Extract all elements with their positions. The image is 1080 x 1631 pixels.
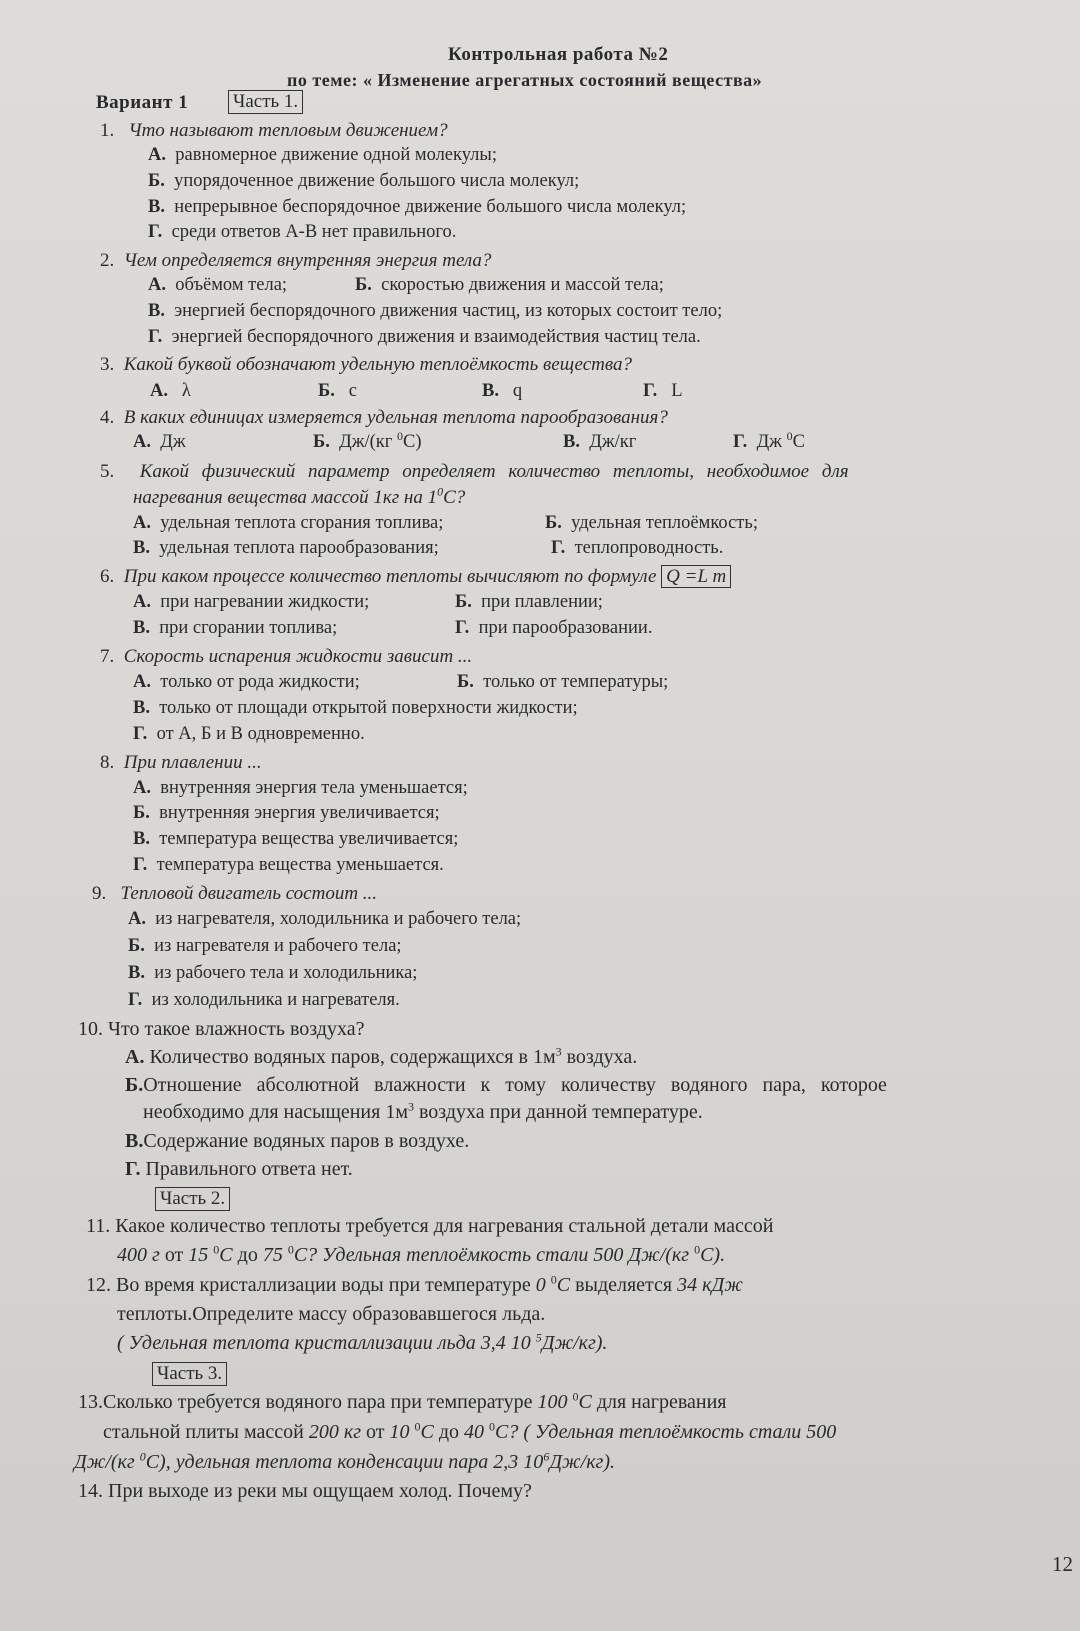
q4-option-d: Г. Дж $^0$С xyxy=(733,428,805,452)
question-5: 5. Какой физический параметр определяет количество теплоты, необходимое для xyxy=(100,461,849,482)
question-12-line3: ( Удельная теплота кристаллизации льда 3,4 10 $^5$Дж/кг). xyxy=(117,1330,608,1354)
q10-option-c: В.Содержание водяных паров в воздухе. xyxy=(125,1130,470,1152)
question-9: 9. Тепловой двигатель состоит ... xyxy=(92,883,378,904)
q8-option-c: В. температура вещества увеличивается; xyxy=(133,829,459,849)
page-number: 12 xyxy=(1052,1552,1073,1576)
q1-option-c: В. непрерывное беспорядочное движение большого числа молекул; xyxy=(148,197,687,217)
q6-option-b: Б. при плавлении; xyxy=(455,592,603,612)
question-1 xyxy=(100,120,448,142)
question-10: 10. Что такое влажность воздуха? xyxy=(78,1018,365,1040)
part3-label: Часть 3. xyxy=(152,1362,227,1386)
q9-option-d: Г. из холодильника и нагревателя. xyxy=(128,990,400,1010)
q2-option-a: А. объёмом тела; xyxy=(148,275,288,295)
q6-option-c: В. при сгорании топлива; xyxy=(133,618,338,638)
q1-option-b: Б. упорядоченное движение большого числа молекул; xyxy=(148,171,580,191)
q3-option-d: Г. L xyxy=(643,381,683,401)
q3-option-c: В. q xyxy=(482,381,523,401)
question-11: 11. Какое количество теплоты требуется для нагревания стальной детали массой xyxy=(86,1215,774,1237)
question-11-line2: 400 г от 15 $^0$С до 75 $^0$С? Удельная теплоёмкость стали 500 Дж/(кг $^0$С). xyxy=(117,1242,726,1266)
q3-option-b: Б. c xyxy=(318,381,357,401)
q9-option-a: А. из нагревателя, холодильника и рабочего тела; xyxy=(128,909,522,929)
q8-option-a: А. внутренняя энергия тела уменьшается; xyxy=(133,778,468,798)
q7-option-a: А. только от рода жидкости; xyxy=(133,672,360,692)
worksheet-subtitle: по теме: « Изменение агрегатных состояний вещества» xyxy=(287,70,763,90)
q5-option-a: А. удельная теплота сгорания топлива; xyxy=(133,513,444,533)
q4-option-a: А. Дж xyxy=(133,432,186,452)
q8-option-b: Б. внутренняя энергия увеличивается; xyxy=(133,803,440,823)
q9-option-c: В. из рабочего тела и холодильника; xyxy=(128,963,418,983)
part1-label: Часть 1. xyxy=(228,90,303,114)
q9-option-b: Б. из нагревателя и рабочего тела; xyxy=(128,936,402,956)
q10-option-b-line2: необходимо для насыщения $1м^3$ воздуха при данной температуре. xyxy=(143,1099,703,1123)
question-7: 7. Скорость испарения жидкости зависит ... xyxy=(100,646,473,667)
q1-option-a: А. равномерное движение одной молекулы; xyxy=(148,145,497,165)
q10-option-a: А. Количество водяных паров, содержащихся в $1м^3$ воздуха. xyxy=(125,1044,638,1068)
q4-option-b: Б. Дж/(кг $^0$С) xyxy=(313,428,422,452)
question-12-line2: теплоты.Определите массу образовавшегося льда. xyxy=(117,1303,546,1325)
question-12: 12. Во время кристаллизации воды при температуре 0 $^0$С выделяется 34 кДж xyxy=(86,1272,743,1296)
question-13: 13.Сколько требуется водяного пара при температуре 100 $^0$С для нагревания xyxy=(78,1389,727,1413)
q2-option-c: В. энергией беспорядочного движения частиц, из которых состоит тело; xyxy=(148,301,723,321)
question-5-line2: нагревания вещества массой 1кг на $1^0С$? xyxy=(133,484,466,508)
question-14: 14. При выходе из реки мы ощущаем холод. Почему? xyxy=(78,1480,532,1502)
q8-option-d: Г. температура вещества уменьшается. xyxy=(133,855,444,875)
q10-option-d: Г. Правильного ответа нет. xyxy=(125,1158,353,1180)
q5-option-c: В. удельная теплота парообразования; xyxy=(133,538,439,558)
question-13-line2: стальной плиты массой 200 кг от 10 $^0$С до 40 $^0$С? ( Удельная теплоёмкость стали 500 xyxy=(103,1419,837,1443)
q6-option-a: А. при нагревании жидкости; xyxy=(133,592,370,612)
question-2: 2. Чем определяется внутренняя энергия тела? xyxy=(100,250,492,271)
q7-option-b: Б. только от температуры; xyxy=(457,672,669,692)
q2-option-d: Г. энергией беспорядочного движения и взаимодействия частиц тела. xyxy=(148,327,701,347)
q6-option-d: Г. при парообразовании. xyxy=(455,618,653,638)
variant-label: Вариант 1 xyxy=(96,92,189,113)
q1-option-d: Г. среди ответов А-В нет правильного. xyxy=(148,222,457,242)
formula-box: Q =L m xyxy=(661,565,731,588)
q5-option-b: Б. удельная теплоёмкость; xyxy=(545,513,758,533)
q5-option-d: Г. теплопроводность. xyxy=(551,538,724,558)
q2-option-b: Б. скоростью движения и массой тела; xyxy=(355,275,664,295)
q3-option-a: А. λ xyxy=(150,381,191,401)
worksheet-title: Контрольная работа №2 xyxy=(448,44,669,65)
q10-option-b: Б.Отношение абсолютной влажности к тому количеству водяного пара, которое xyxy=(125,1074,887,1096)
question-13-line3: Дж/(кг $^0$С), удельная теплота конденсации пара 2,3 $10^6Дж/кг$). xyxy=(74,1449,616,1473)
question-3: 3. Какой буквой обозначают удельную теплоёмкость вещества? xyxy=(100,354,632,375)
question-number: 1. xyxy=(100,120,115,141)
part2-label: Часть 2. xyxy=(155,1187,230,1211)
q7-option-d: Г. от А, Б и В одновременно. xyxy=(133,724,365,744)
question-8: 8. При плавлении ... xyxy=(100,752,262,773)
question-text: Что называют тепловым движением? xyxy=(128,120,448,141)
q4-option-c: В. Дж/кг xyxy=(563,432,637,452)
question-4: 4. В каких единицах измеряется удельная теплота парообразования? xyxy=(100,407,668,428)
q7-option-c: В. только от площади открытой поверхности жидкости; xyxy=(133,698,578,718)
question-6: 6. При каком процессе количество теплоты вычисляют по формуле Q =L m xyxy=(100,566,731,588)
